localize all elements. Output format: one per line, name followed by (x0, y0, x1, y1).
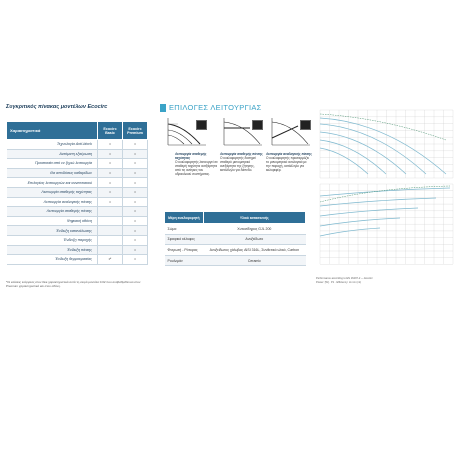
materials-row (165, 234, 306, 245)
modes-title: ΕΠΙΛΟΓΕΣ ΛΕΙΤΟΥΡΓΙΑΣ (169, 103, 262, 112)
row-premium-mark: • (123, 178, 148, 188)
row-feature: Ένδειξη κατανάλωσης (7, 226, 98, 236)
row-feature: Ένδειξη πίεσης (7, 245, 98, 255)
row-basic-mark: • (98, 149, 123, 159)
comparison-row (7, 187, 148, 197)
row-basic-mark (98, 216, 123, 226)
row-premium-mark: • (123, 149, 148, 159)
section-marker (160, 104, 166, 112)
comparison-table (6, 121, 148, 265)
mode-speed-text: Λειτουργία σταθερής ταχύτητας Ο κυκλοφορητής λειτουργεί σε σταθερή ταχύτητα ανεξάρτητα από τις ανάγκες του υδραυλικού συστήματος. (175, 152, 218, 176)
comparison-row (7, 207, 148, 217)
comparison-row (7, 149, 148, 159)
row-premium-mark: • (123, 187, 148, 197)
comparison-title: Συγκριτικός πίνακας μοντέλων Ecocirc (6, 104, 108, 110)
row-premium-mark: • (123, 168, 148, 178)
comparison-row (7, 216, 148, 226)
row-feature: Ένδειξη θερμοκρασίας (7, 255, 98, 265)
comparison-row (7, 235, 148, 245)
row-basic-mark (98, 207, 123, 217)
row-basic-mark: • (98, 159, 123, 169)
row-part: Σώμα (165, 224, 204, 235)
row-feature: Ένδειξη παροχής (7, 235, 98, 245)
comparison-row (7, 197, 148, 207)
row-premium-mark: • (123, 235, 148, 245)
row-feature: Αυτόματη εξαέρωση (7, 149, 98, 159)
comparison-row (7, 245, 148, 255)
row-basic-mark (98, 235, 123, 245)
materials-table (164, 211, 306, 266)
row-basic-mark: • (98, 168, 123, 178)
header-feature: Χαρακτηριστικά (7, 122, 98, 140)
mode-pressure-text: Λειτουργία σταθερής πίεσης Ο κυκλοφορητής διατηρεί σταθερό μανομετρικό ανεξάρτητα της ζήτησης, κατάλληλο για δάπεδο. (220, 152, 263, 172)
materials-header-row (165, 212, 306, 224)
row-basic-mark (98, 226, 123, 236)
row-premium-mark: • (123, 245, 148, 255)
row-material: Ανοξείδωτος χάλυβας AISI 316L, Συνθετικό υλικό, Carbon (203, 245, 305, 256)
row-premium-mark: • (123, 197, 148, 207)
header-basic: Ecocirc Basic (98, 122, 123, 140)
comparison-row (7, 168, 148, 178)
row-basic-mark: • (98, 178, 123, 188)
grid-bottom (320, 184, 453, 264)
pressure-mode-icon (252, 120, 263, 130)
performance-curves-chart (314, 104, 460, 276)
row-part: Σφαιρικό κέλυφος (165, 234, 204, 245)
power-curves (320, 186, 450, 236)
header-premium: Ecocirc Premium (123, 122, 148, 140)
power-curve (320, 218, 400, 226)
head-curve (320, 148, 368, 174)
row-premium-mark: • (123, 159, 148, 169)
header-part: Μέρη κυκλοφορητή (165, 212, 204, 224)
row-basic-mark: • (98, 197, 123, 207)
row-premium-mark: • (123, 226, 148, 236)
row-part: Ρουλεμάν (165, 255, 204, 266)
row-feature: Λειτουργία αναλογικής πίεσης (7, 197, 98, 207)
chart-note-2: Power: [W] · P1 · Efficiency: H min (mt) (316, 281, 362, 284)
comparison-row (7, 159, 148, 169)
row-premium-mark: • (123, 255, 148, 265)
comparison-row (7, 140, 148, 150)
power-curve (320, 198, 436, 206)
row-part: Φτερωτή - Ρότορας (165, 245, 204, 256)
materials-row (165, 255, 306, 266)
row-feature: Ψηφιακή οθόνη (7, 216, 98, 226)
row-premium-mark: • (123, 216, 148, 226)
comparison-footnote: *Οι κλάσεις ενέργειας στον δεικ χαρακτηριστικά αυτά τη σειρά μοντέλα 0.02 που αναβαθμιθεί και στον Premium χαρακτηριστικά και στον οθόνη. (6, 280, 141, 288)
comparison-row (7, 178, 148, 188)
header-material: Υλικό κατασκευής (203, 212, 305, 224)
row-material: Χυτοσίδηρος GJL 200 (203, 224, 305, 235)
materials-row (165, 245, 306, 256)
power-curve (320, 188, 450, 196)
speed-mode-icon (196, 120, 207, 130)
row-feature: Λειτουργία σταθερής ταχύτητας (7, 187, 98, 197)
row-basic-mark (98, 245, 123, 255)
materials-row (165, 224, 306, 235)
proportional-mode-icon (300, 120, 311, 130)
power-curve (320, 228, 380, 236)
mode-proportional-text: Λειτουργία αναλογικής πίεσης Ο κυκλοφορητής προσαρμόζει το μανομετρικό αναλογικά με την παροχή, κατάλληλο για καλοριφέρ. (266, 152, 312, 172)
row-feature: Λειτουργία σταθερής πίεσης (7, 207, 98, 217)
row-basic-mark: •* (98, 255, 123, 265)
comparison-row (7, 226, 148, 236)
row-basic-mark: • (98, 187, 123, 197)
row-premium-mark: • (123, 207, 148, 217)
row-basic-mark: • (98, 140, 123, 150)
head-curve (320, 140, 386, 174)
comparison-row (7, 255, 148, 265)
row-material: Ανοξείδωτο (203, 234, 305, 245)
row-feature: Τεχνολογία Anti-block (7, 140, 98, 150)
power-curve (320, 208, 418, 216)
row-feature: Προστασία από εν ξηρώ λειτουργία (7, 159, 98, 169)
row-material: Ceramic (203, 255, 305, 266)
row-feature: Θα αποδόσεις καθαρίδων (7, 168, 98, 178)
row-premium-mark: • (123, 140, 148, 150)
row-feature: Επιλογέας λειτουργιών και συνεπειακού (7, 178, 98, 188)
comparison-header-row (7, 122, 148, 140)
chart-note-1: Performance according to EN 16297-2 — Ecocirc (316, 277, 373, 280)
